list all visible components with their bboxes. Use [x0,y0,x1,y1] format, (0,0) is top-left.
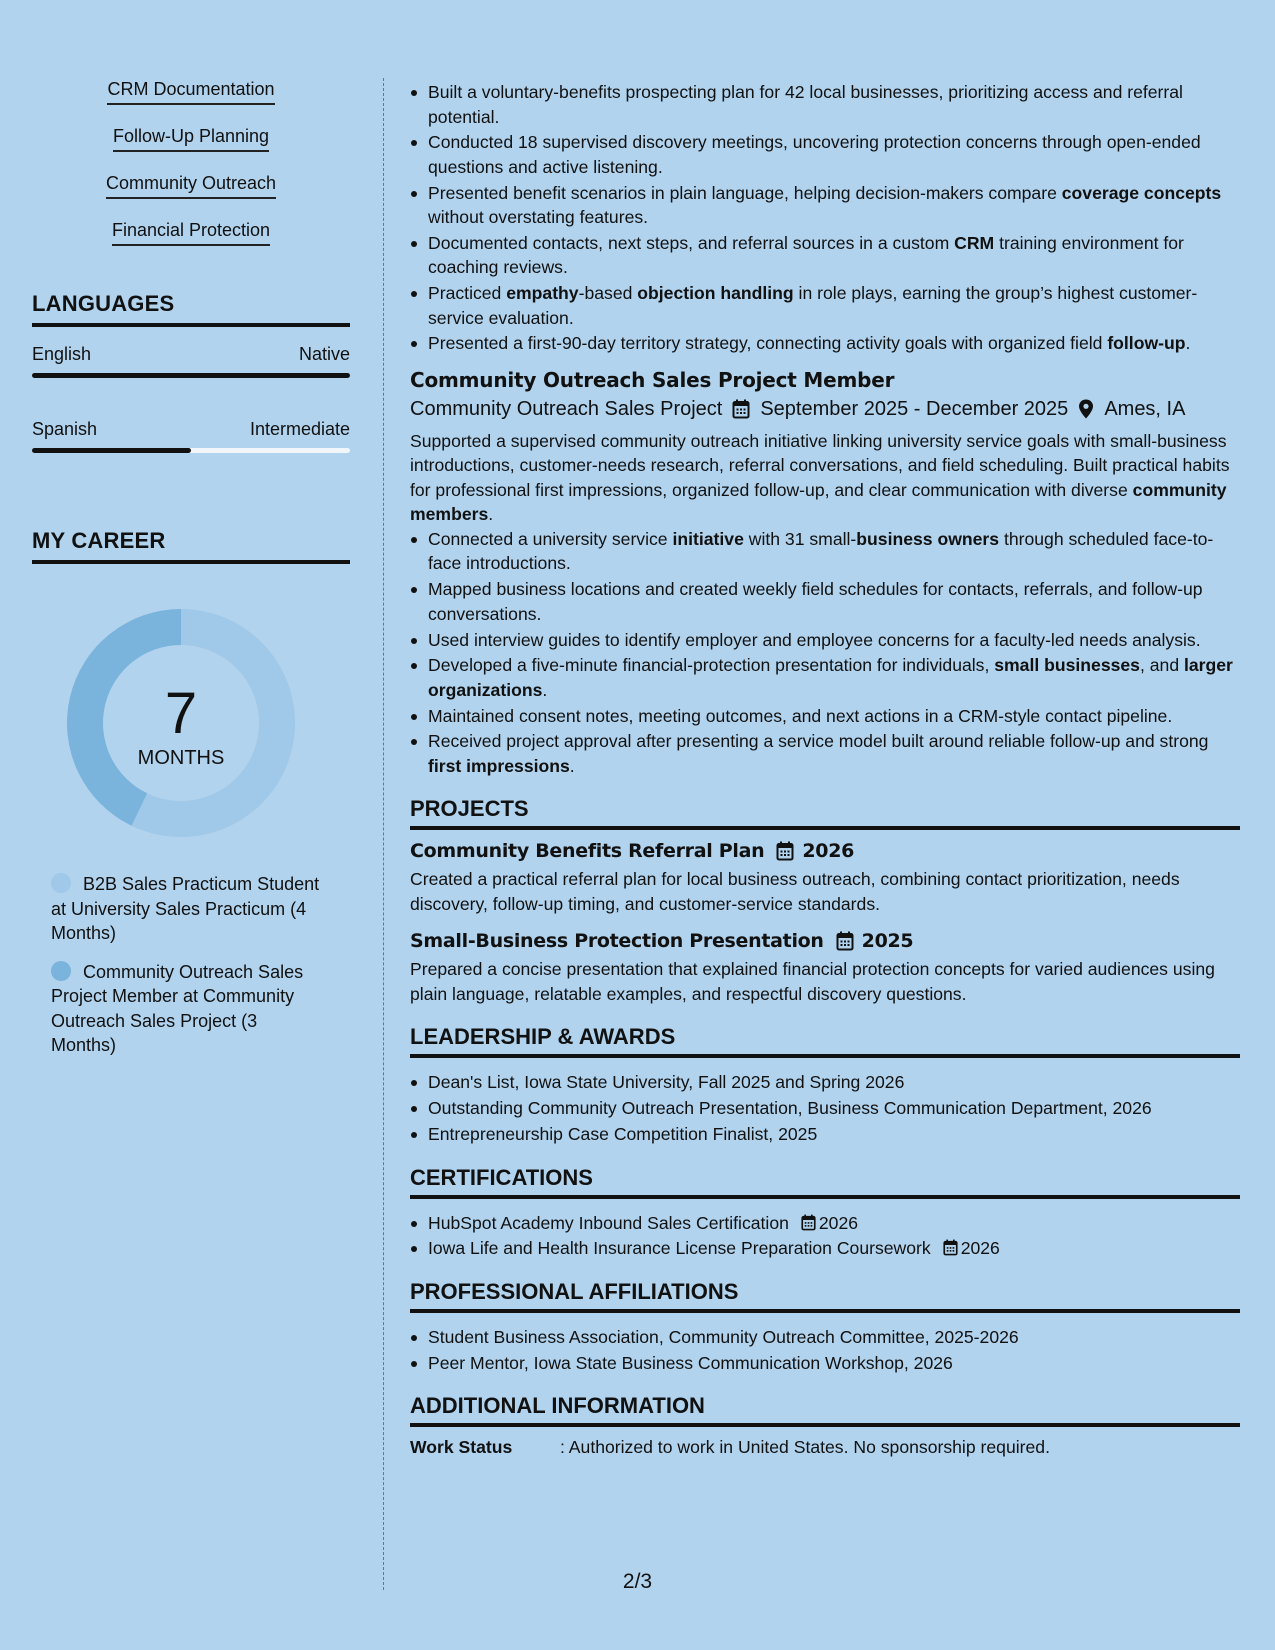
column-divider [383,78,384,1590]
skill-tag: CRM Documentation [107,78,274,105]
bold-keyword: community members [410,479,1227,525]
career-unit: MONTHS [137,746,225,769]
skill-list [32,78,350,266]
career-heading: MY CAREER [32,528,350,564]
language-name: English [32,344,92,364]
certification-year: 2026 [960,1238,1000,1259]
previous-job-bullets [410,80,1240,356]
job-location: Ames, IA [1104,397,1186,420]
bullet-item: Presented benefit scenarios in plain language, helping decision-makers compare coverage concepts without overstating features. [410,181,1240,230]
certification-year: 2026 [818,1212,859,1233]
language-level-bar [32,448,350,453]
additional-info-heading: ADDITIONAL INFORMATION [410,1393,1240,1427]
legend-dot-icon [51,873,71,893]
career-legend-item [51,872,321,946]
job-company: Community Outreach Sales Project [410,397,723,420]
project-item [410,840,1240,916]
skill-tag: Financial Protection [112,219,270,246]
project-title: Small-Business Protection Presentation [410,930,824,953]
legend-text: Community Outreach Sales Project Member at Community Outreach Sales Project (3 Months) [51,961,304,1055]
calendar-icon [943,1239,958,1256]
bold-keyword: coverage concepts [1061,182,1222,203]
job-description: Supported a supervised community outreach initiative linking university service goals with small-business introductions, customer-needs research, referral conversations, and field scheduling. Built practical habits for professional first impressions, organized follow-up, and clear communication with diverse community members. [410,430,1230,525]
bold-keyword: empathy [506,283,579,304]
job-bullets [410,527,1240,778]
calendar-icon [836,931,854,951]
language-level-fill [32,448,191,453]
career-total-months: 7 [164,680,198,746]
bullet-item: Developed a five-minute financial-protection presentation for individuals, small businesses, and larger organizations. [410,653,1240,702]
leadership-heading: LEADERSHIP & AWARDS [410,1024,1240,1058]
bullet-item: Conducted 18 supervised discovery meetings, uncovering protection concerns through open-ended questions and active listening. [410,130,1240,179]
bullet-item: Maintained consent notes, meeting outcomes, and next actions in a CRM-style contact pipeline. [410,704,1240,729]
project-year: 2025 [861,930,914,953]
project-description: Created a practical referral plan for local business outreach, combining contact prioritization, needs discovery, follow-up timing, and customer-service standards. [410,869,1180,914]
certification-name: Iowa Life and Health Insurance License Preparation Coursework [428,1238,931,1259]
bold-keyword: small businesses [994,655,1140,676]
certifications-list [410,1211,1240,1261]
page-number-text: 2/3 [622,1570,653,1593]
bold-keyword: CRM [954,232,995,253]
legend-dot-icon [51,961,71,981]
leadership-list [410,1070,1240,1146]
calendar-icon [732,399,750,419]
skill-tag: Follow-Up Planning [113,125,269,152]
list-item: Entrepreneurship Case Competition Finalist, 2025 [410,1122,1240,1147]
calendar-icon [776,841,794,861]
bullet-item: Documented contacts, next steps, and referral sources in a custom CRM training environment for coaching reviews. [410,231,1240,280]
bold-keyword: objection handling [637,283,794,304]
bullet-item: Used interview guides to identify employer and employee concerns for a faculty-led needs analysis. [410,628,1240,653]
language-level: Native [298,344,350,364]
job-meta [410,398,1240,421]
affiliations-heading: PROFESSIONAL AFFILIATIONS [410,1279,1240,1313]
job-dates: September 2025 - December 2025 [760,397,1069,420]
certifications-heading: CERTIFICATIONS [410,1165,1240,1199]
bold-keyword: business owners [856,528,1000,549]
bullet-item: Connected a university service initiative with 31 small-business owners through scheduled face-to-face introductions. [410,527,1240,576]
calendar-icon [801,1214,816,1231]
job-title: Community Outreach Sales Project Member [410,367,895,392]
language-row [32,343,350,378]
certification-name: HubSpot Academy Inbound Sales Certification [428,1212,789,1233]
certification-item [410,1211,1240,1236]
bullet-item: Received project approval after presenting a service model built around reliable follow-up and strong first impressions. [410,729,1240,778]
projects-heading: PROJECTS [410,796,1240,830]
languages-heading: LANGUAGES [32,291,350,327]
bold-keyword: follow-up [1107,333,1186,354]
location-pin-icon [1078,399,1094,419]
language-name: Spanish [32,419,98,439]
language-level-bar [32,373,350,378]
skill-tag: Community Outreach [106,172,276,199]
info-value: : Authorized to work in United States. No sponsorship required. [560,1437,1050,1458]
career-legend [51,872,321,1058]
language-level-fill [32,373,350,378]
list-item: Peer Mentor, Iowa State Business Communication Workshop, 2026 [410,1351,1240,1376]
bullet-item: Presented a first-90-day territory strategy, connecting activity goals with organized field follow-up. [410,331,1240,356]
left-column [32,78,350,1072]
list-item: Outstanding Community Outreach Presentation, Business Communication Department, 2026 [410,1096,1240,1121]
bullet-item: Mapped business locations and created weekly field schedules for contacts, referrals, and follow-up conversations. [410,577,1240,626]
list-item: Student Business Association, Community Outreach Committee, 2025-2026 [410,1325,1240,1350]
right-column [410,80,1240,1458]
page-number [0,1570,1275,1594]
career-legend-item [51,960,321,1058]
bold-keyword: larger organizations [428,655,1233,700]
bold-keyword: initiative [672,528,744,549]
bold-keyword: first impressions [428,755,570,776]
info-key: Work Status [410,1437,513,1458]
affiliations-list [410,1325,1240,1375]
info-row [410,1437,1240,1458]
bullet-item: Practiced empathy-based objection handling in role plays, earning the group’s highest customer-service evaluation. [410,281,1240,330]
bullet-item: Built a voluntary-benefits prospecting plan for 42 local businesses, prioritizing access and referral potential. [410,80,1240,129]
career-donut-chart [66,608,296,838]
legend-text: B2B Sales Practicum Student at University Sales Practicum (4 Months) [51,874,320,943]
language-row [32,418,350,453]
language-level: Intermediate [249,419,350,439]
project-year: 2026 [802,840,855,863]
certification-item [410,1236,1240,1261]
project-title: Community Benefits Referral Plan [410,840,765,863]
project-item [410,930,1240,1006]
project-description: Prepared a concise presentation that explained financial protection concepts for varied audiences using plain language, relatable examples, and respectful discovery questions. [410,959,1215,1004]
list-item: Dean's List, Iowa State University, Fall 2025 and Spring 2026 [410,1070,1240,1095]
